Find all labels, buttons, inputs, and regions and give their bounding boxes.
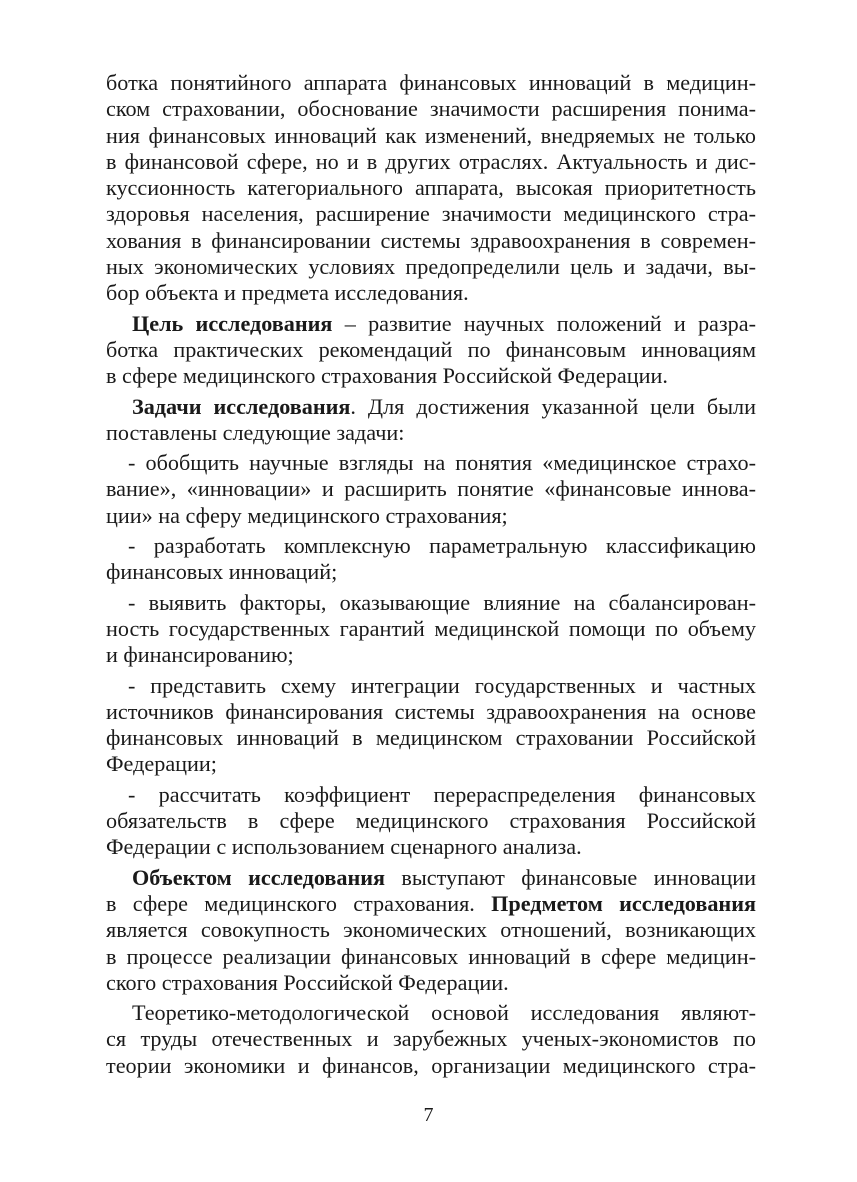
task-item (106, 590, 756, 669)
text-line: ции» на сферу медицинского страхования; (106, 502, 508, 528)
task-item (106, 533, 756, 586)
text-line: в сфере медицинского страхования Российской Федерации. (106, 363, 668, 389)
text-line: Федерации; (106, 751, 217, 777)
text-line (106, 394, 756, 420)
paragraph-intro (106, 70, 756, 307)
text-line (106, 865, 756, 891)
text-line: вание», «инновации» и расширить понятие «финансовые иннова- (106, 476, 756, 502)
text-line: финансовых инноваций; (106, 559, 338, 585)
text-line: ных экономических условиях предопределили цель и задачи, вы- (106, 254, 756, 280)
text-line (106, 311, 756, 337)
text-line (106, 891, 756, 917)
tasks-text: . Для достижения указанной цели были (350, 393, 756, 419)
text-line: ского страхования Российской Федерации. (106, 969, 509, 995)
subject-heading: Предметом исследования (491, 890, 756, 916)
text-line: - выявить факторы, оказывающие влияние на сбалансирован- (128, 589, 756, 615)
task-item (106, 673, 756, 778)
subject-lead: в сфере медицинского страхования. (106, 890, 492, 916)
text-line: бор объекта и предмета исследования. (106, 280, 469, 306)
text-line: - рассчитать коэффициент перераспределения финансовых (128, 781, 756, 807)
text-line: - представить схему интеграции государственных и частных (128, 672, 756, 698)
text-line: и финансированию; (106, 642, 294, 668)
text-line: ния финансовых инноваций как изменений, внедряемых не только (106, 122, 756, 148)
text-line: ся труды отечественных и зарубежных ученых-экономистов по (106, 1026, 756, 1052)
paragraph-goal (106, 311, 756, 390)
text-line: ском страховании, обоснование значимости расширения понима- (106, 96, 756, 122)
text-line: ботка практических рекомендаций по финансовым инновациям (106, 336, 756, 362)
text-line: ботка понятийного аппарата финансовых инноваций в медицин- (106, 70, 756, 95)
text-line: в процессе реализации финансовых инноваций в сфере медицин- (106, 943, 756, 969)
task-item (106, 782, 756, 861)
paragraph-tasks (106, 394, 756, 447)
text-line: ность государственных гарантий медицинской помощи по объему (106, 615, 756, 641)
text-line: теории экономики и финансов, организации медицинского стра- (106, 1052, 756, 1078)
text-line: куссионность категориального аппарата, высокая приоритетность (106, 175, 756, 201)
document-body (106, 70, 756, 1079)
text-line: Теоретико-методологической основой исследования являют- (132, 1000, 756, 1026)
text-line: поставлены следующие задачи: (106, 419, 405, 445)
task-item (106, 450, 756, 529)
text-line: финансовых инноваций в медицинском страховании Российской (106, 725, 756, 751)
text-line: обязательств в сфере медицинского страхования Российской (106, 808, 756, 834)
goal-heading: Цель исследования (132, 310, 333, 336)
text-line: хования в финансировании системы здравоохранения в современ- (106, 227, 756, 253)
page-number: 7 (423, 1104, 434, 1126)
text-line: источников финансирования системы здравоохранения на основе (106, 698, 756, 724)
goal-text: – развитие научных положений и разра- (332, 310, 757, 336)
object-heading: Объектом исследования (132, 864, 386, 890)
object-text: выступают финансовые инновации (385, 864, 756, 890)
text-line: - обобщить научные взгляды на понятия «медицинское страхо- (128, 450, 756, 476)
paragraph-object (106, 865, 756, 996)
text-line: здоровья населения, расширение значимости медицинского стра- (106, 201, 756, 227)
text-line: - разработать комплексную параметральную классификацию (128, 533, 756, 559)
tasks-heading: Задачи исследования (132, 393, 351, 419)
text-line: в финансовой сфере, но и в других отраслях. Актуальность и дис- (106, 148, 756, 174)
text-line: является совокупность экономических отношений, возникающих (106, 917, 756, 943)
text-line: Федерации с использованием сценарного анализа. (106, 834, 582, 860)
paragraph-methodology (106, 1000, 756, 1079)
